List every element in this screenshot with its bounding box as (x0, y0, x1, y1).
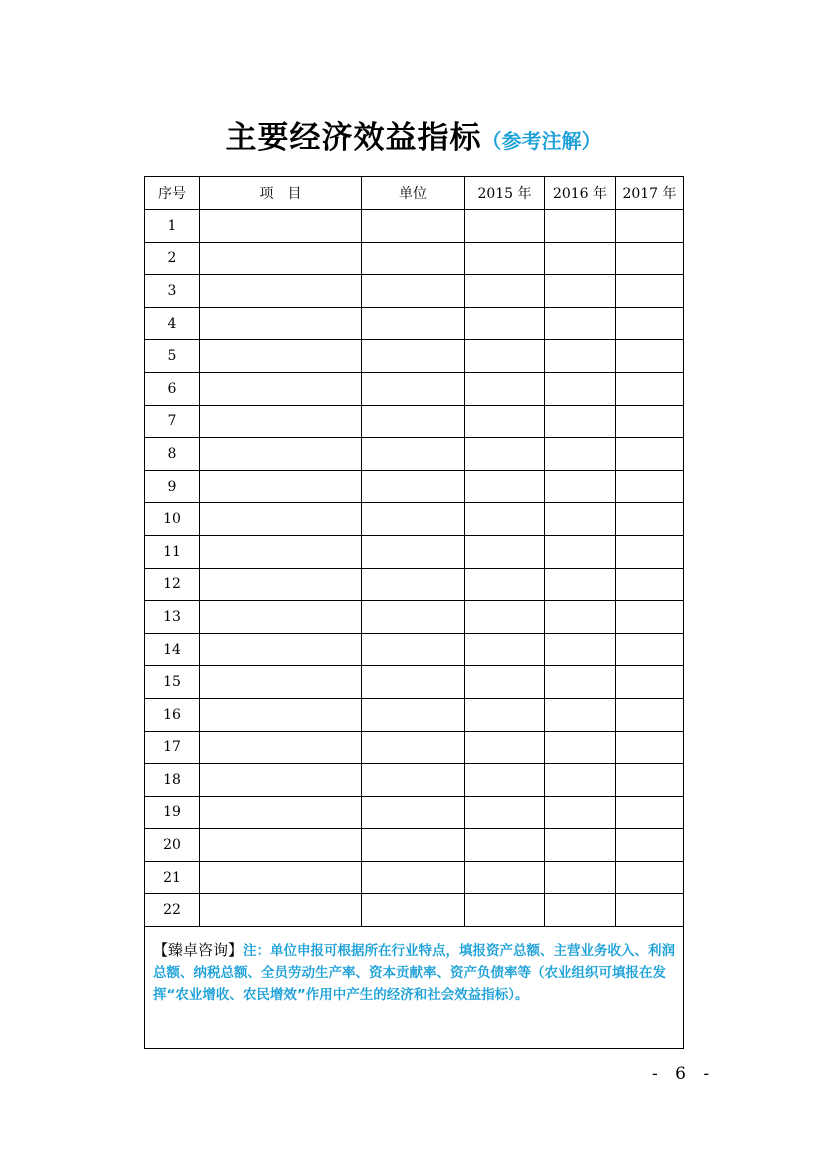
y2016-cell[interactable] (545, 894, 616, 927)
y2015-cell[interactable] (465, 438, 545, 471)
table-row (145, 601, 684, 634)
table-row (145, 861, 684, 894)
table-row (145, 275, 684, 308)
y2016-cell[interactable] (545, 210, 616, 243)
y2016-cell[interactable] (545, 666, 616, 699)
item-cell[interactable] (200, 666, 362, 699)
item-cell[interactable] (200, 633, 362, 666)
item-cell[interactable] (200, 764, 362, 797)
unit-cell[interactable] (362, 242, 465, 275)
table-row (145, 307, 684, 340)
item-cell[interactable] (200, 438, 362, 471)
seq-cell: 2 (145, 242, 200, 275)
seq-cell: 7 (145, 405, 200, 438)
table-row (145, 470, 684, 503)
seq-cell: 18 (145, 764, 200, 797)
y2016-cell[interactable] (545, 307, 616, 340)
unit-cell[interactable] (362, 633, 465, 666)
table-body (145, 210, 684, 1049)
item-cell[interactable] (200, 601, 362, 634)
table-row (145, 698, 684, 731)
table-row (145, 894, 684, 927)
unit-cell[interactable] (362, 601, 465, 634)
seq-cell: 5 (145, 340, 200, 373)
item-cell[interactable] (200, 210, 362, 243)
y2017-cell[interactable] (616, 601, 684, 634)
header-unit: 单位 (362, 177, 465, 210)
note-row (145, 927, 684, 1049)
y2016-cell[interactable] (545, 568, 616, 601)
y2015-cell[interactable] (465, 535, 545, 568)
seq-cell: 19 (145, 796, 200, 829)
item-cell[interactable] (200, 242, 362, 275)
y2016-cell[interactable] (545, 405, 616, 438)
unit-cell[interactable] (362, 894, 465, 927)
table-row (145, 764, 684, 797)
seq-cell: 12 (145, 568, 200, 601)
y2017-cell[interactable] (616, 503, 684, 536)
y2017-cell[interactable] (616, 372, 684, 405)
unit-cell[interactable] (362, 275, 465, 308)
y2015-cell[interactable] (465, 764, 545, 797)
unit-cell[interactable] (362, 698, 465, 731)
y2016-cell[interactable] (545, 633, 616, 666)
header-item: 项 目 (200, 177, 362, 210)
y2017-cell[interactable] (616, 764, 684, 797)
note-text: 注：单位申报可根据所在行业特点，填报资产总额、主营业务收入、利润总额、纳税总额、全员劳动生产率、资本贡献率、资产负债率等（农业组织可填报在发挥“农业增收、农民增效”作用中产生的经济和社会效益指标）。 (153, 943, 676, 1004)
y2017-cell[interactable] (616, 796, 684, 829)
unit-cell[interactable] (362, 470, 465, 503)
y2016-cell[interactable] (545, 764, 616, 797)
unit-cell[interactable] (362, 438, 465, 471)
y2015-cell[interactable] (465, 894, 545, 927)
item-cell[interactable] (200, 894, 362, 927)
y2015-cell[interactable] (465, 829, 545, 862)
table-row (145, 731, 684, 764)
table-row (145, 796, 684, 829)
unit-cell[interactable] (362, 210, 465, 243)
item-cell[interactable] (200, 307, 362, 340)
unit-cell[interactable] (362, 861, 465, 894)
seq-cell: 14 (145, 633, 200, 666)
unit-cell[interactable] (362, 372, 465, 405)
y2017-cell[interactable] (616, 275, 684, 308)
table-row (145, 242, 684, 275)
page-number: - 6 - (652, 1064, 716, 1084)
item-cell[interactable] (200, 535, 362, 568)
y2015-cell[interactable] (465, 503, 545, 536)
y2017-cell[interactable] (616, 666, 684, 699)
y2017-cell[interactable] (616, 829, 684, 862)
seq-cell: 13 (145, 601, 200, 634)
y2015-cell[interactable] (465, 405, 545, 438)
seq-cell: 9 (145, 470, 200, 503)
table-row (145, 568, 684, 601)
seq-cell: 8 (145, 438, 200, 471)
y2016-cell[interactable] (545, 340, 616, 373)
y2016-cell[interactable] (545, 731, 616, 764)
table-row (145, 438, 684, 471)
y2016-cell[interactable] (545, 242, 616, 275)
y2016-cell[interactable] (545, 861, 616, 894)
seq-cell: 22 (145, 894, 200, 927)
table-header-row (145, 177, 684, 210)
unit-cell[interactable] (362, 405, 465, 438)
item-cell[interactable] (200, 568, 362, 601)
header-seq: 序号 (145, 177, 200, 210)
unit-cell[interactable] (362, 568, 465, 601)
page-title (0, 112, 827, 157)
y2015-cell[interactable] (465, 340, 545, 373)
y2015-cell[interactable] (465, 275, 545, 308)
y2016-cell[interactable] (545, 470, 616, 503)
item-cell[interactable] (200, 405, 362, 438)
table-row (145, 405, 684, 438)
item-cell[interactable] (200, 470, 362, 503)
y2017-cell[interactable] (616, 210, 684, 243)
header-2015: 2015 年 (465, 177, 545, 210)
y2015-cell[interactable] (465, 470, 545, 503)
seq-cell: 3 (145, 275, 200, 308)
y2016-cell[interactable] (545, 438, 616, 471)
item-cell[interactable] (200, 372, 362, 405)
y2017-cell[interactable] (616, 405, 684, 438)
title-main: 主要经济效益指标 (225, 120, 482, 156)
table-row (145, 829, 684, 862)
table-row (145, 633, 684, 666)
y2016-cell[interactable] (545, 275, 616, 308)
item-cell[interactable] (200, 731, 362, 764)
item-cell[interactable] (200, 861, 362, 894)
y2015-cell[interactable] (465, 601, 545, 634)
y2016-cell[interactable] (545, 601, 616, 634)
y2017-cell[interactable] (616, 470, 684, 503)
y2017-cell[interactable] (616, 861, 684, 894)
y2015-cell[interactable] (465, 731, 545, 764)
y2015-cell[interactable] (465, 568, 545, 601)
y2016-cell[interactable] (545, 829, 616, 862)
y2017-cell[interactable] (616, 340, 684, 373)
y2015-cell[interactable] (465, 666, 545, 699)
y2015-cell[interactable] (465, 698, 545, 731)
y2017-cell[interactable] (616, 568, 684, 601)
note-cell (145, 927, 684, 1049)
y2015-cell[interactable] (465, 307, 545, 340)
y2015-cell[interactable] (465, 242, 545, 275)
seq-cell: 10 (145, 503, 200, 536)
y2017-cell[interactable] (616, 731, 684, 764)
seq-cell: 17 (145, 731, 200, 764)
y2015-cell[interactable] (465, 372, 545, 405)
header-2017: 2017 年 (616, 177, 684, 210)
unit-cell[interactable] (362, 340, 465, 373)
y2017-cell[interactable] (616, 535, 684, 568)
title-note: （参考注解） (481, 129, 602, 153)
y2017-cell[interactable] (616, 894, 684, 927)
table-row (145, 666, 684, 699)
seq-cell: 16 (145, 698, 200, 731)
item-cell[interactable] (200, 698, 362, 731)
y2015-cell[interactable] (465, 796, 545, 829)
seq-cell: 15 (145, 666, 200, 699)
item-cell[interactable] (200, 796, 362, 829)
y2015-cell[interactable] (465, 861, 545, 894)
seq-cell: 21 (145, 861, 200, 894)
y2017-cell[interactable] (616, 438, 684, 471)
y2016-cell[interactable] (545, 503, 616, 536)
table-row (145, 372, 684, 405)
item-cell[interactable] (200, 275, 362, 308)
unit-cell[interactable] (362, 307, 465, 340)
unit-cell[interactable] (362, 764, 465, 797)
unit-cell[interactable] (362, 731, 465, 764)
table-row (145, 535, 684, 568)
seq-cell: 20 (145, 829, 200, 862)
item-cell[interactable] (200, 829, 362, 862)
seq-cell: 4 (145, 307, 200, 340)
unit-cell[interactable] (362, 503, 465, 536)
header-2016: 2016 年 (545, 177, 616, 210)
seq-cell: 11 (145, 535, 200, 568)
y2016-cell[interactable] (545, 372, 616, 405)
y2015-cell[interactable] (465, 210, 545, 243)
unit-cell[interactable] (362, 666, 465, 699)
note-source: 【臻卓咨询】 (153, 941, 244, 960)
seq-cell: 6 (145, 372, 200, 405)
unit-cell[interactable] (362, 829, 465, 862)
y2017-cell[interactable] (616, 633, 684, 666)
unit-cell[interactable] (362, 535, 465, 568)
table-row (145, 210, 684, 243)
table-row (145, 340, 684, 373)
y2017-cell[interactable] (616, 307, 684, 340)
item-cell[interactable] (200, 503, 362, 536)
y2016-cell[interactable] (545, 698, 616, 731)
y2015-cell[interactable] (465, 633, 545, 666)
y2016-cell[interactable] (545, 535, 616, 568)
item-cell[interactable] (200, 340, 362, 373)
y2017-cell[interactable] (616, 242, 684, 275)
y2016-cell[interactable] (545, 796, 616, 829)
seq-cell: 1 (145, 210, 200, 243)
table-row (145, 503, 684, 536)
y2017-cell[interactable] (616, 698, 684, 731)
unit-cell[interactable] (362, 796, 465, 829)
indicators-table (144, 176, 684, 1049)
